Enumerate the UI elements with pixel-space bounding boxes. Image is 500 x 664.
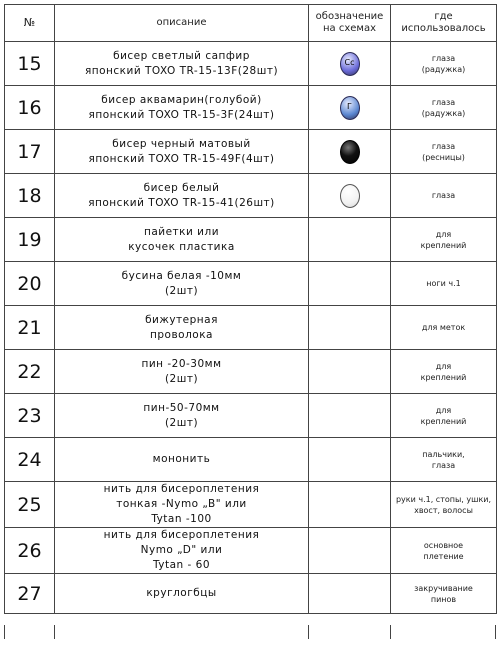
description-line: Nymo „D" или bbox=[140, 544, 223, 556]
row-description bbox=[55, 86, 309, 130]
description-line: мононить bbox=[152, 453, 211, 465]
row-symbol bbox=[309, 350, 391, 394]
row-description bbox=[55, 438, 309, 482]
row-description bbox=[55, 394, 309, 438]
row-number: 20 bbox=[5, 262, 55, 306]
usage-line: глаза bbox=[431, 460, 456, 470]
row-usage bbox=[391, 262, 497, 306]
usage-line: основное bbox=[423, 540, 464, 550]
row-symbol bbox=[309, 42, 391, 86]
row-description bbox=[55, 528, 309, 574]
row-usage bbox=[391, 218, 497, 262]
usage-line: ноги ч.1 bbox=[426, 279, 461, 288]
materials-table bbox=[4, 4, 497, 614]
description-line: кусочек пластика bbox=[128, 240, 235, 253]
description-line: бижутерная bbox=[145, 313, 218, 326]
table-row bbox=[5, 350, 497, 394]
row-usage bbox=[391, 306, 497, 350]
description-line: проволока bbox=[150, 328, 213, 341]
description-line: бисер белый bbox=[143, 181, 220, 194]
row-number: 25 bbox=[5, 482, 55, 528]
usage-line: хвост, волосы bbox=[414, 505, 473, 515]
row-description bbox=[55, 174, 309, 218]
description-line: японский TOXO TR-15-41(26шт) bbox=[88, 196, 275, 209]
description-line: японский TOXO TR-15-3F(24шт) bbox=[88, 108, 275, 121]
row-symbol bbox=[309, 262, 391, 306]
description-line: бисер аквамарин(голубой) bbox=[101, 93, 262, 106]
description-line: Tytan -100 bbox=[151, 513, 212, 525]
row-number: 15 bbox=[5, 42, 55, 86]
row-description bbox=[55, 42, 309, 86]
description-line: бисер светлый сапфир bbox=[113, 49, 250, 62]
row-usage bbox=[391, 130, 497, 174]
description-line: нить для бисероплетения bbox=[103, 483, 260, 495]
row-usage bbox=[391, 350, 497, 394]
description-line: (2шт) bbox=[164, 416, 199, 429]
description-line: японский TOXO TR-15-13F(28шт) bbox=[84, 64, 279, 77]
description-line: бусина белая -10мм bbox=[121, 269, 242, 282]
row-description bbox=[55, 350, 309, 394]
table-row bbox=[5, 306, 497, 350]
description-line: (2шт) bbox=[164, 372, 199, 385]
bead-label: Г bbox=[347, 101, 352, 111]
row-symbol bbox=[309, 218, 391, 262]
table-row bbox=[5, 174, 497, 218]
table-row bbox=[5, 482, 497, 528]
description-line: нить для бисероплетения bbox=[103, 529, 260, 541]
row-usage bbox=[391, 574, 497, 614]
usage-line: креплений bbox=[420, 416, 467, 426]
bead-white-icon bbox=[340, 184, 360, 208]
usage-line: глаза bbox=[431, 53, 456, 63]
row-symbol bbox=[309, 86, 391, 130]
header-symbol: обозначение на схемах bbox=[309, 5, 391, 42]
row-description bbox=[55, 130, 309, 174]
row-number: 24 bbox=[5, 438, 55, 482]
row-usage bbox=[391, 482, 497, 528]
table-row bbox=[5, 262, 497, 306]
row-description bbox=[55, 574, 309, 614]
table-row bbox=[5, 130, 497, 174]
description-line: пин-50-70мм bbox=[143, 401, 220, 414]
row-symbol bbox=[309, 394, 391, 438]
row-symbol bbox=[309, 174, 391, 218]
row-usage bbox=[391, 174, 497, 218]
usage-line: креплений bbox=[420, 240, 467, 250]
table-row bbox=[5, 86, 497, 130]
header-number: № bbox=[5, 5, 55, 42]
row-number: 27 bbox=[5, 574, 55, 614]
usage-line: для bbox=[435, 361, 452, 371]
header-usage: где использовалось bbox=[391, 5, 497, 42]
bead-black-icon bbox=[340, 140, 360, 164]
description-line: круглогбцы bbox=[146, 587, 217, 599]
row-symbol bbox=[309, 306, 391, 350]
table-row bbox=[5, 528, 497, 574]
row-description bbox=[55, 306, 309, 350]
usage-line: руки ч.1, стопы, ушки, bbox=[395, 494, 492, 504]
row-symbol bbox=[309, 528, 391, 574]
row-description bbox=[55, 262, 309, 306]
description-line: бисер черный матовый bbox=[112, 137, 251, 150]
row-symbol bbox=[309, 574, 391, 614]
header-row bbox=[5, 5, 497, 42]
row-usage bbox=[391, 42, 497, 86]
bead-g-icon bbox=[340, 96, 360, 120]
row-symbol bbox=[309, 482, 391, 528]
table-row bbox=[5, 574, 497, 614]
row-usage bbox=[391, 528, 497, 574]
row-number: 17 bbox=[5, 130, 55, 174]
usage-line: закручивание bbox=[414, 583, 473, 593]
description-line: Tytan - 60 bbox=[152, 559, 211, 571]
table-row bbox=[5, 438, 497, 482]
row-number: 16 bbox=[5, 86, 55, 130]
description-line: пин -20-30мм bbox=[141, 357, 222, 370]
usage-line: (радужка) bbox=[421, 108, 466, 118]
description-line: (2шт) bbox=[164, 284, 199, 297]
bead-cc-icon bbox=[340, 52, 360, 76]
usage-line: глаза bbox=[431, 141, 456, 151]
table-row bbox=[5, 218, 497, 262]
row-usage bbox=[391, 86, 497, 130]
row-number: 22 bbox=[5, 350, 55, 394]
usage-line: (ресницы) bbox=[422, 152, 465, 162]
description-line: пайетки или bbox=[143, 225, 220, 238]
table-body bbox=[5, 42, 497, 614]
usage-line: глаза bbox=[431, 97, 456, 107]
row-symbol bbox=[309, 130, 391, 174]
description-line: японский TOXO TR-15-49F(4шт) bbox=[88, 152, 275, 165]
row-description bbox=[55, 482, 309, 528]
row-symbol bbox=[309, 438, 391, 482]
row-usage bbox=[391, 394, 497, 438]
usage-line: для bbox=[435, 229, 452, 239]
usage-line: пальчики, bbox=[422, 449, 465, 459]
table-row bbox=[5, 394, 497, 438]
table-row bbox=[5, 42, 497, 86]
usage-line: для меток bbox=[421, 323, 466, 332]
usage-line: для bbox=[435, 405, 452, 415]
row-number: 19 bbox=[5, 218, 55, 262]
empty-row bbox=[4, 625, 496, 639]
usage-line: пинов bbox=[430, 594, 457, 604]
usage-line: (радужка) bbox=[421, 64, 466, 74]
row-usage bbox=[391, 438, 497, 482]
header-description: описание bbox=[55, 5, 309, 42]
bead-label: Cc bbox=[344, 57, 355, 67]
row-number: 21 bbox=[5, 306, 55, 350]
description-line: тонкая -Nymo „B" или bbox=[116, 498, 247, 510]
usage-line: глаза bbox=[431, 191, 456, 200]
row-number: 26 bbox=[5, 528, 55, 574]
row-number: 18 bbox=[5, 174, 55, 218]
usage-line: креплений bbox=[420, 372, 467, 382]
usage-line: плетение bbox=[423, 551, 464, 561]
row-description bbox=[55, 218, 309, 262]
row-number: 23 bbox=[5, 394, 55, 438]
